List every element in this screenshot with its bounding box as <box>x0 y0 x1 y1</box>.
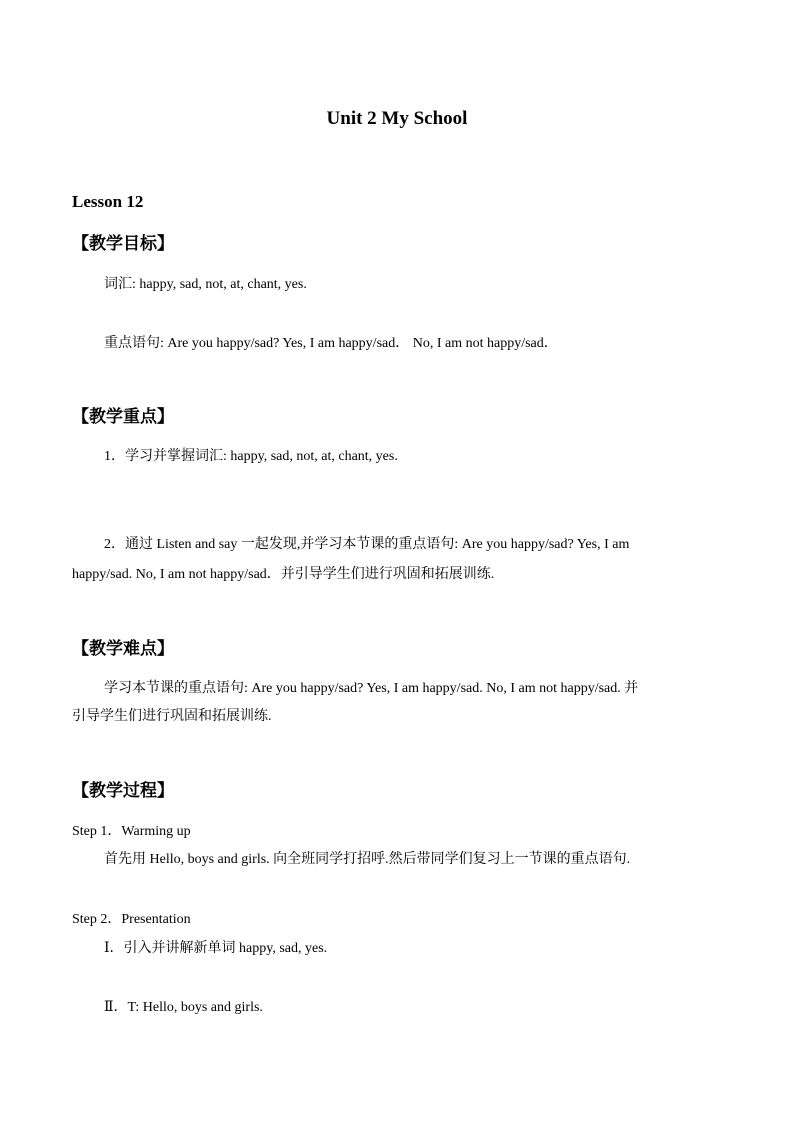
step-2-item-2: Ⅱ．T: Hello, boys and girls. <box>104 1000 263 1015</box>
process-heading: 【教学过程】 <box>72 781 174 801</box>
key-points-heading: 【教学重点】 <box>72 407 174 427</box>
difficulties-heading: 【教学难点】 <box>72 639 174 659</box>
difficulties-line-1: 学习本节课的重点语句: Are you happy/sad? Yes, I am happy/sad. No, I am not happy/sad. 并 <box>104 681 639 696</box>
key-points-item-1: 1．学习并掌握词汇: happy, sad, not, at, chant, yes. <box>104 449 398 464</box>
key-points-item-2-line-2: happy/sad. No, I am not happy/sad．并引导学生们进行巩固和拓展训练. <box>72 567 495 582</box>
difficulties-line-2: 引导学生们进行巩固和拓展训练. <box>72 709 272 724</box>
step-1-text: 首先用 Hello, boys and girls. 向全班同学打招呼.然后带同学们复习上一节课的重点语句. <box>104 852 631 867</box>
page-title: Unit 2 My School <box>326 108 468 129</box>
objectives-sentences: 重点语句: Are you happy/sad? Yes, I am happy/sad． No, I am not happy/sad． <box>104 336 558 351</box>
objectives-vocab: 词汇: happy, sad, not, at, chant, yes. <box>104 277 307 292</box>
objectives-heading: 【教学目标】 <box>72 234 174 254</box>
step-2-item-1: Ⅰ．引入并讲解新单词 happy, sad, yes. <box>104 941 328 956</box>
lesson-heading: Lesson 12 <box>72 192 144 211</box>
step-1-label: Step 1．Warming up <box>72 824 191 839</box>
key-points-item-2-line-1: 2．通过 Listen and say 一起发现,并学习本节课的重点语句: Are you happy/sad? Yes, I am <box>104 537 630 552</box>
step-2-label: Step 2．Presentation <box>72 912 191 927</box>
